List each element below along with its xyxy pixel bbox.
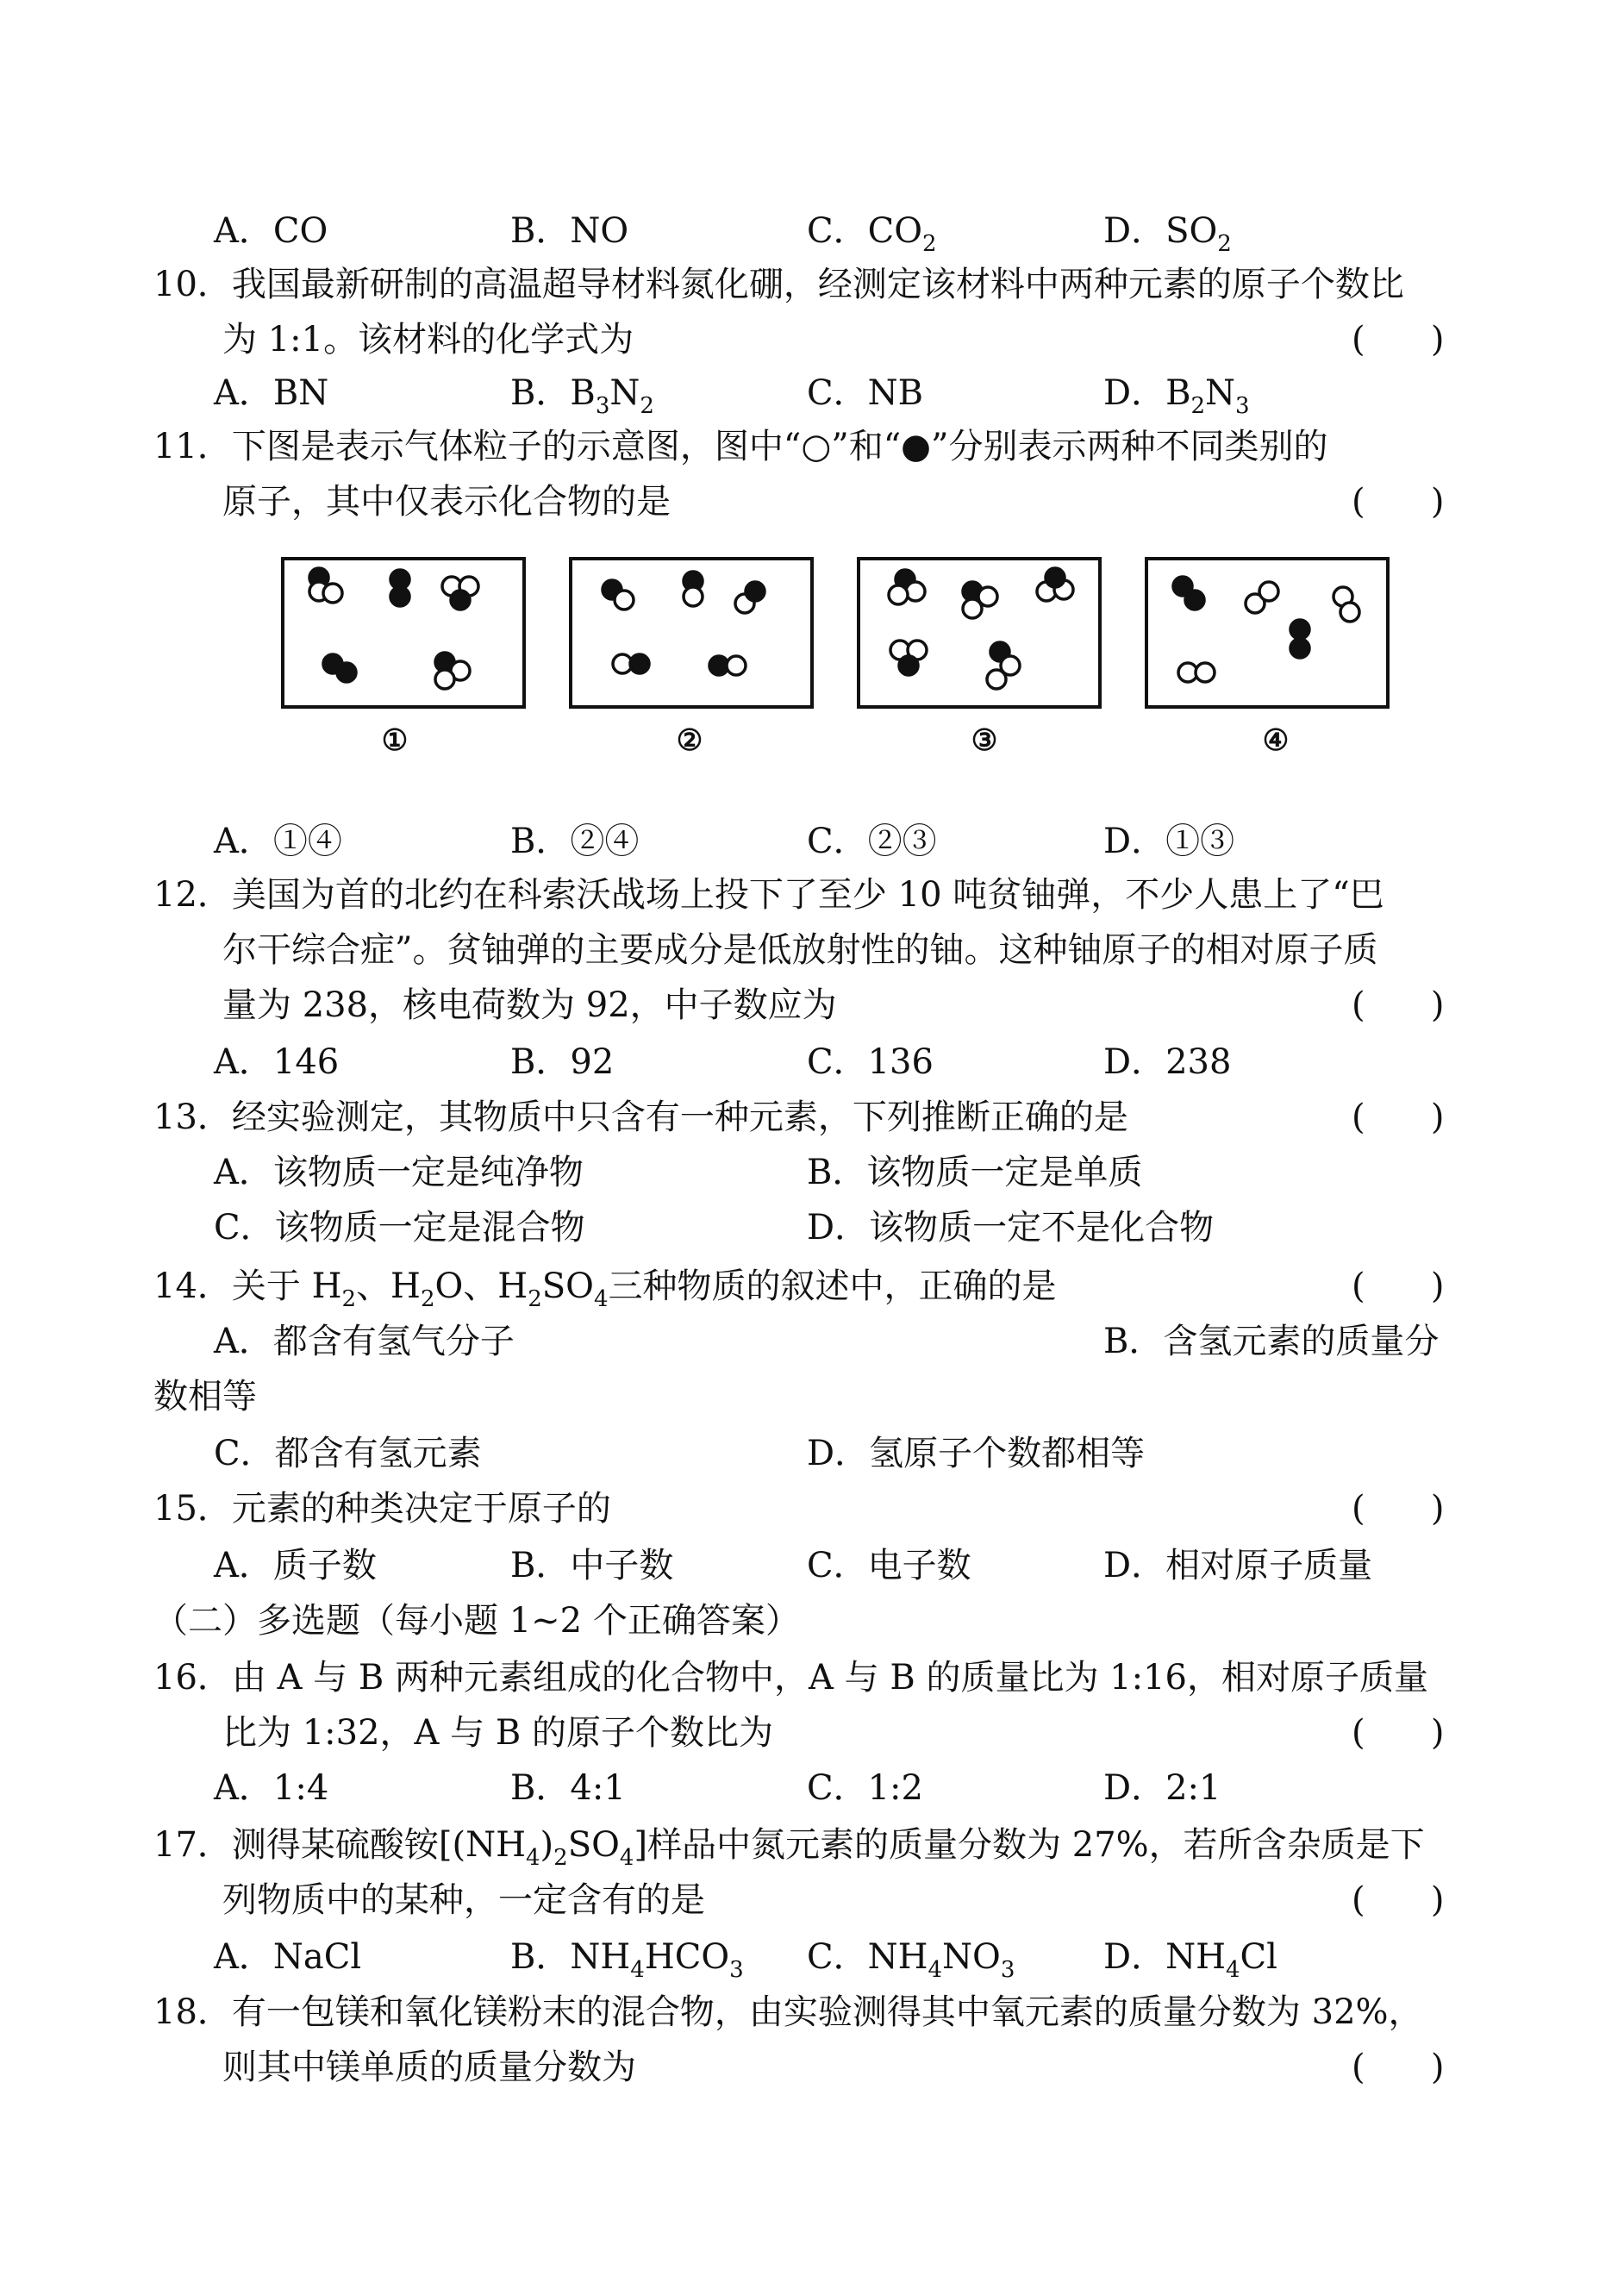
q17-option-a: A．NaCl	[214, 1937, 362, 1977]
q17-option-b: B．$NH_4HCO_3$	[510, 1937, 744, 1983]
q10-stem: 10．我国最新研制的高温超导材料氮化硼，经测定该材料中两种元素的原子个数比	[153, 265, 1404, 304]
q16-option-c: C．1:2	[807, 1768, 923, 1808]
section-title: （二）多选题（每小题 1~2 个正确答案）	[153, 1601, 800, 1641]
q16-option-d: D．2:1	[1103, 1768, 1221, 1808]
q11-option-c: C．②③	[807, 822, 937, 861]
q10-answer-blank[interactable]: ( )	[1352, 320, 1445, 360]
q13-option-a: A．该物质一定是纯净物	[214, 1153, 584, 1192]
q10-option-a: A．BN	[214, 373, 329, 413]
q17-option-c: C．$NH_4NO_3$	[807, 1937, 1015, 1983]
q11-option-b: B．②④	[510, 822, 640, 861]
q11-option-d: D．①③	[1103, 822, 1235, 861]
q14-stem: 14．关于 $H_2$、$H_2O$、$H_2SO_4$三种物质的叙述中，正确的是	[153, 1266, 1057, 1312]
q12-stem: 12．美国为首的北约在科索沃战场上投下了至少 10 吨贫铀弹，不少人患上了“巴	[153, 875, 1384, 915]
diagram-box-2	[571, 559, 812, 707]
q15-option-b: B．中子数	[510, 1546, 674, 1585]
q14-option-d: D．氢原子个数都相等	[807, 1434, 1146, 1473]
q15-option-a: A．质子数	[214, 1546, 377, 1585]
q17-answer-blank[interactable]: ( )	[1352, 1880, 1445, 1920]
q12-option-d: D．238	[1103, 1042, 1232, 1082]
q15-stem: 15．元素的种类决定于原子的	[153, 1489, 611, 1529]
q11-answer-blank[interactable]: ( )	[1352, 482, 1445, 522]
q12-option-a: A．146	[214, 1042, 340, 1082]
q12-stem-line3: 量为 238，核电荷数为 92，中子数应为	[222, 985, 837, 1025]
q18-answer-blank[interactable]: ( )	[1352, 2048, 1445, 2087]
q13-answer-blank[interactable]: ( )	[1352, 1097, 1445, 1137]
q16-option-a: A．1:4	[214, 1768, 329, 1808]
q18-stem: 18．有一包镁和氧化镁粉末的混合物，由实验测得其中氧元素的质量分数为 32%，	[153, 1992, 1423, 2032]
q17-option-d: D．$NH_4Cl$	[1103, 1937, 1277, 1983]
q16-stem-line2: 比为 1:32，A 与 B 的原子个数比为	[222, 1713, 773, 1753]
q14-option-a: A．都含有氢气分子	[214, 1322, 515, 1361]
q12-option-b: B．92	[510, 1042, 615, 1082]
particle-diagram	[267, 543, 1405, 785]
q10-option-c: C．NB	[807, 373, 924, 413]
diagram-box-4	[1146, 559, 1388, 707]
q13-stem: 13．经实验测定，其物质中只含有一种元素，下列推断正确的是	[153, 1097, 1128, 1137]
diagram-label-1: ①	[381, 723, 409, 758]
q16-answer-blank[interactable]: ( )	[1352, 1713, 1445, 1753]
diagram-box-3	[859, 559, 1100, 707]
q15-option-d: D．相对原子质量	[1103, 1546, 1373, 1585]
q9-option-b: B．NO	[510, 211, 629, 251]
q17-stem-line2: 列物质中的某种，一定含有的是	[222, 1880, 705, 1920]
q12-answer-blank[interactable]: ( )	[1352, 985, 1445, 1025]
q11-option-a: A．①④	[214, 822, 342, 861]
q11-stem-line2: 原子，其中仅表示化合物的是	[222, 482, 671, 522]
q11-stem: 11．下图是表示气体粒子的示意图，图中“○”和“●”分别表示两种不同类别的	[153, 427, 1328, 466]
q17-stem: 17．测得某硫酸铵$[(NH_4)_2SO_4]$样品中氮元素的质量分数为 27%，若所含杂质是下	[153, 1825, 1425, 1871]
q10-option-b: B．$B_3N_2$	[510, 373, 654, 419]
q16-option-b: B．4:1	[510, 1768, 626, 1808]
q13-option-c: C．该物质一定是混合物	[214, 1208, 585, 1248]
q10-option-d: D．$B_2N_3$	[1103, 373, 1250, 419]
diagram-label-3: ③	[971, 723, 998, 758]
q10-stem-line2: 为 1:1。该材料的化学式为	[222, 320, 634, 360]
q12-stem-line2: 尔干综合症”。贫铀弹的主要成分是低放射性的铀。这种铀原子的相对原子质	[222, 930, 1378, 970]
diagram-label-2: ②	[676, 723, 703, 758]
q15-option-c: C．电子数	[807, 1546, 971, 1585]
q14-option-b: B．含氢元素的质量分	[1103, 1322, 1440, 1361]
q18-stem-line2: 则其中镁单质的质量分数为	[222, 2048, 636, 2087]
q16-stem: 16．由 A 与 B 两种元素组成的化合物中，A 与 B 的质量比为 1:16，相对原子质量	[153, 1658, 1429, 1698]
diagram-label-4: ④	[1262, 723, 1290, 758]
q12-option-c: C．136	[807, 1042, 934, 1082]
q9-option-d: D．$SO_2$	[1103, 211, 1232, 257]
q9-option-c: C．$CO_2$	[807, 211, 937, 257]
q13-option-b: B．该物质一定是单质	[807, 1153, 1143, 1192]
q9-option-a: A．CO	[214, 211, 328, 251]
q14-answer-blank[interactable]: ( )	[1352, 1266, 1445, 1306]
q15-answer-blank[interactable]: ( )	[1352, 1489, 1445, 1529]
diagram-box-1	[283, 559, 524, 707]
q14-option-c: C．都含有氢元素	[214, 1434, 482, 1473]
q14-option-b-continued: 数相等	[153, 1377, 257, 1416]
q13-option-d: D．该物质一定不是化合物	[807, 1208, 1215, 1248]
